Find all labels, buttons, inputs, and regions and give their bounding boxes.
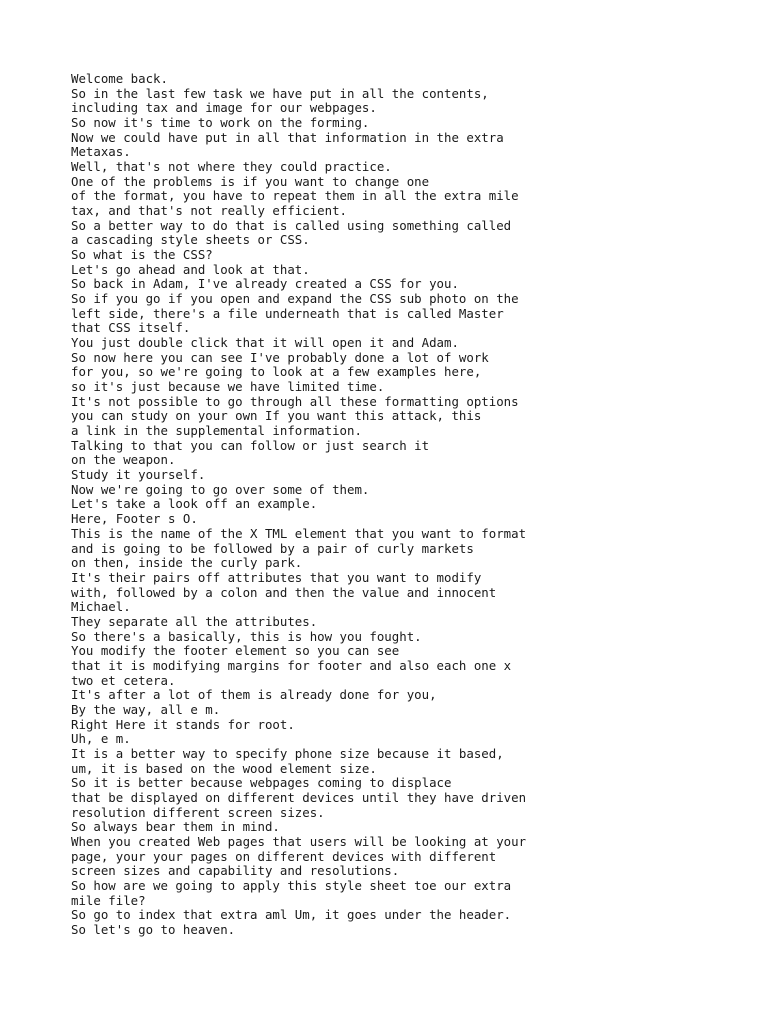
transcript-text [71, 72, 751, 938]
transcript-line: on the weapon. [71, 452, 176, 468]
transcript-line: Study it yourself. [71, 467, 206, 483]
transcript-line: that CSS itself. [71, 320, 191, 336]
transcript-line: Uh, e m. [71, 731, 131, 747]
transcript-line: a link in the supplemental information. [71, 423, 362, 439]
transcript-line: So let's go to heaven. [71, 921, 236, 937]
transcript-line: tax, and that's not really efficient. [71, 203, 348, 219]
transcript-line: You modify the footer element so you can see [71, 643, 400, 659]
transcript-line: two et cetera. [71, 672, 176, 688]
transcript-line: page, your your pages on different devices with different [71, 848, 497, 864]
transcript-line: So if you go if you open and expand the CSS sub photo on the [71, 291, 519, 307]
transcript-line: that it is modifying margins for footer and also each one x [71, 657, 512, 673]
transcript-line: So a better way to do that is called using something called [71, 217, 512, 233]
transcript-line: So in the last few task we have put in all the contents, [71, 85, 489, 101]
transcript-line: a cascading style sheets or CSS. [71, 232, 310, 248]
transcript-line: so it's just because we have limited time. [71, 379, 385, 395]
transcript-line: Let's go ahead and look at that. [71, 261, 310, 277]
transcript-line: Welcome back. [71, 71, 168, 86]
transcript-line: They separate all the attributes. [71, 613, 318, 629]
transcript-line: Well, that's not where they could practice. [71, 159, 392, 175]
transcript-line: When you created Web pages that users will be looking at your [71, 833, 527, 849]
transcript-line: This is the name of the X TML element that you want to format [71, 525, 527, 541]
transcript-line: mile file? [71, 892, 146, 908]
transcript-line: You just double click that it will open it and Adam. [71, 335, 459, 351]
transcript-line: It's after a lot of them is already done for you, [71, 687, 437, 703]
transcript-line: um, it is based on the wood element size. [71, 760, 377, 776]
transcript-line: Here, Footer s O. [71, 511, 198, 527]
transcript-line: Talking to that you can follow or just search it [71, 437, 430, 453]
transcript-line: So it is better because webpages coming to displace [71, 775, 452, 791]
transcript-line: on then, inside the curly park. [71, 555, 303, 571]
transcript-line: So there's a basically, this is how you fought. [71, 628, 422, 644]
transcript-line: Now we're going to go over some of them. [71, 481, 370, 497]
transcript-line: Let's take a look off an example. [71, 496, 318, 512]
transcript-line: with, followed by a colon and then the value and innocent [71, 584, 497, 600]
transcript-line: Metaxas. [71, 144, 131, 160]
transcript-line: and is going to be followed by a pair of curly markets [71, 540, 474, 556]
transcript-line: left side, there's a file underneath that is called Master [71, 305, 504, 321]
transcript-line: that be displayed on different devices until they have driven [71, 789, 527, 805]
transcript-line: One of the problems is if you want to change one [71, 173, 430, 189]
transcript-line: So what is the CSS? [71, 247, 213, 263]
transcript-line: So now it's time to work on the forming. [71, 115, 370, 131]
transcript-line: resolution different screen sizes. [71, 804, 325, 820]
transcript-line: By the way, all e m. [71, 701, 221, 717]
transcript-line: you can study on your own If you want this attack, this [71, 408, 482, 424]
transcript-line: Michael. [71, 599, 131, 615]
transcript-line: So how are we going to apply this style sheet toe our extra [71, 877, 512, 893]
transcript-line: Right Here it stands for root. [71, 716, 295, 732]
transcript-line: Now we could have put in all that information in the extra [71, 129, 504, 145]
transcript-line: of the format, you have to repeat them in all the extra mile [71, 188, 519, 204]
transcript-line: So go to index that extra aml Um, it goes under the header. [71, 907, 512, 923]
transcript-line: for you, so we're going to look at a few examples here, [71, 364, 482, 380]
transcript-line: It is a better way to specify phone size because it based, [71, 745, 504, 761]
transcript-line: So back in Adam, I've already created a CSS for you. [71, 276, 459, 292]
transcript-line: including tax and image for our webpages. [71, 100, 377, 116]
transcript-line: It's their pairs off attributes that you want to modify [71, 569, 482, 585]
transcript-line: screen sizes and capability and resolutions. [71, 863, 400, 879]
transcript-line: So always bear them in mind. [71, 819, 280, 835]
transcript-line: It's not possible to go through all these formatting options [71, 393, 519, 409]
transcript-line: So now here you can see I've probably done a lot of work [71, 349, 489, 365]
